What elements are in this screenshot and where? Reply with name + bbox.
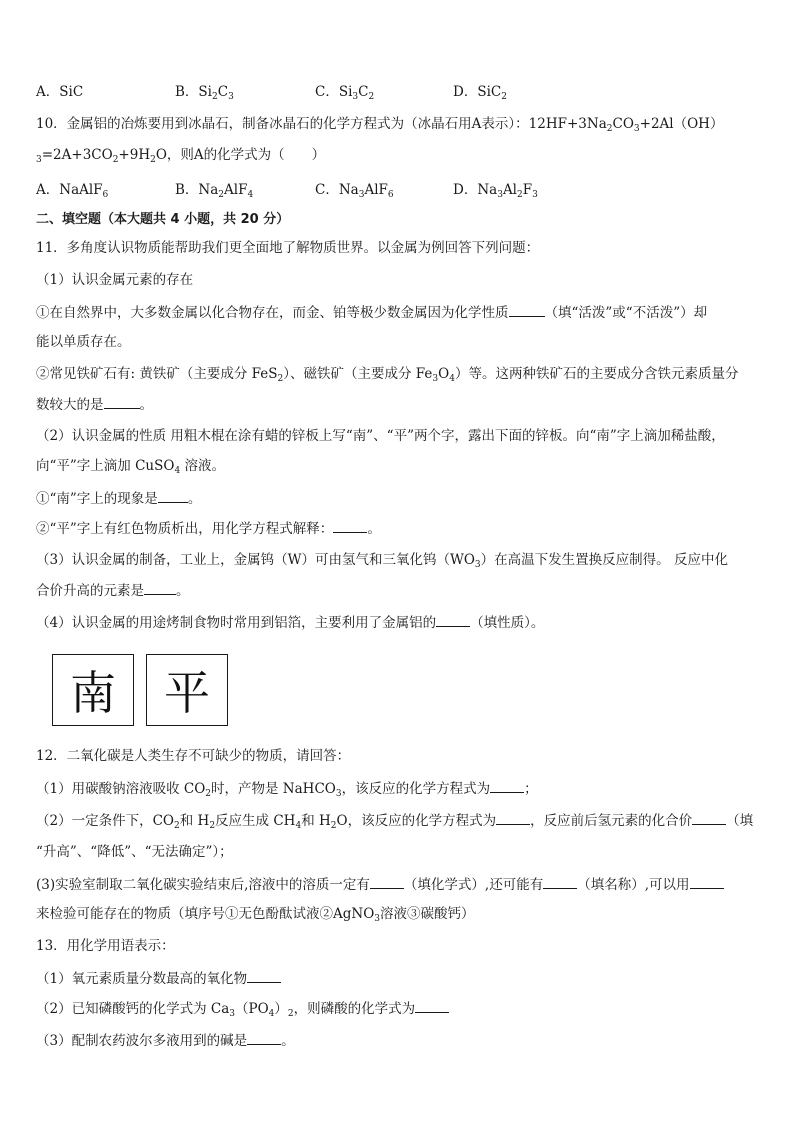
answer-blank[interactable] [509, 302, 545, 317]
answer-blank[interactable] [490, 778, 524, 793]
answer-blank[interactable] [692, 810, 726, 825]
q9-option-b: B．$Si_2C_3$ [175, 84, 234, 102]
q10-option-b: B．$Na_2AlF_4$ [175, 182, 254, 200]
answer-blank[interactable] [104, 394, 140, 409]
q12-part3-line1: (3)实验室制取二氧化碳实验结束后,溶液中的溶质一定有 （填化学式）,还可能有 （填名称）,可以用 [36, 874, 758, 895]
q13-part2: （2）已知磷酸钙的化学式为 $Ca_3(PO_4)_2$，则磷酸的化学式为 [36, 998, 758, 1019]
q11-part1-title: （1）认识金属元素的存在 [36, 272, 194, 288]
q10-stem-line1: 10．金属铝的冶炼要用到冰晶石，制备冰晶石的化学方程式为（冰晶石用A表示）：$12HF+3Na_2CO_3+2Al(OH)$ [36, 116, 724, 134]
q11-part1a-line2: 能以单质存在。 [36, 334, 131, 350]
q9-option-c: C．$Si_3C_2$ [315, 84, 375, 102]
q11-part1b-line2: 数较大的是 。 [36, 394, 758, 415]
q11-intro: 11．多角度认识物质能帮助我们更全面地了解物质世界。以金属为例回答下列问题： [36, 240, 540, 256]
q12-intro: 12．二氧化碳是人类生存不可缺少的物质，请回答： [36, 748, 351, 764]
answer-blank[interactable] [415, 998, 449, 1013]
q13-intro: 13．用化学用语表示： [36, 938, 175, 954]
q11-part2a: ①“南”字上的现象是 。 [36, 488, 758, 509]
answer-blank[interactable] [158, 488, 188, 503]
q11-part4: （4）认识金属的用途烤制食物时常用到铝箔，主要利用了金属铝的 （填性质）。 [36, 612, 758, 633]
answer-blank[interactable] [247, 968, 281, 983]
answer-blank[interactable] [690, 874, 724, 889]
q11-part2-line2: 向“平”字上滴加 CuSO$_4$ 溶液。 [36, 458, 225, 476]
q13-part3: （3）配制农药波尔多液用到的碱是 。 [36, 1030, 758, 1051]
q10-option-d: D．$Na_3Al_2F_3$ [453, 182, 538, 200]
q9-option-d: D．SiC$_2$ [453, 84, 507, 102]
q10-option-c: C．$Na_3AlF_6$ [315, 182, 394, 200]
answer-blank[interactable] [247, 1030, 281, 1045]
q10-option-a: A．NaAlF$_6$ [36, 182, 109, 200]
q12-part2-line2: “升高”、“降低”、“无法确定”）； [36, 844, 233, 860]
answer-blank[interactable] [436, 612, 470, 627]
q12-part3-line2: 来检验可能存在的物质（填序号①无色酚酞试液②AgNO$_3$溶液③碳酸钙） [36, 906, 475, 924]
q12-part2-line1: （2）一定条件下，$CO_2$和 $H_2$反应生成 $CH_4$和 $H_2O$，该反应的化学方程式为 ，反应前后氢元素的化合价 （填 [36, 810, 758, 831]
answer-blank[interactable] [370, 874, 404, 889]
character-box-ping: 平 [146, 654, 228, 726]
q12-part1: （1）用碳酸钠溶液吸收 $CO_2$时，产物是 NaHCO$_3$，该反应的化学方程式为 ； [36, 778, 758, 799]
q11-part3-line1: （3）认识金属的制备，工业上，金属钨（W）可由氢气和三氧化钨$(WO_3)$在高温下发生置换反应制得。 反应中化 [36, 552, 728, 570]
q13-part1: （1）氧元素质量分数最高的氧化物 [36, 968, 758, 989]
answer-blank[interactable] [496, 810, 530, 825]
section-heading-fill-in: 二、填空题（本大题共 4 小题，共 20 分） [36, 212, 290, 227]
answer-blank[interactable] [333, 518, 367, 533]
q11-part3-line2: 合价升高的元素是 。 [36, 580, 758, 601]
q11-part2b: ②“平”字上有红色物质析出，用化学方程式解释： 。 [36, 518, 758, 539]
q10-stem-line2: $_3=2A+3CO_2+9H_2O$，则A的化学式为（ ） [36, 147, 326, 165]
character-box-nan: 南 [52, 654, 134, 726]
q11-part1b-line1: ②常见铁矿石有: 黄铁矿（主要成分 FeS$_2$）、磁铁矿（主要成分 $Fe_3O_4$）等。这两种铁矿石的主要成分含铁元素质量分 [36, 366, 739, 384]
q9-option-a: A．SiC [36, 84, 84, 100]
q11-part2-line1: （2）认识金属的性质 用粗木棍在涂有蜡的锌板上写“南”、“平”两个字，露出下面的锌板。向“南”字上滴加稀盐酸， [36, 428, 725, 444]
q11-part1a-line1: ①在自然界中，大多数金属以化合物存在，而金、铂等极少数金属因为化学性质 （填“活泼”或“不活泼”）却 [36, 302, 758, 323]
answer-blank[interactable] [144, 580, 176, 595]
answer-blank[interactable] [543, 874, 577, 889]
